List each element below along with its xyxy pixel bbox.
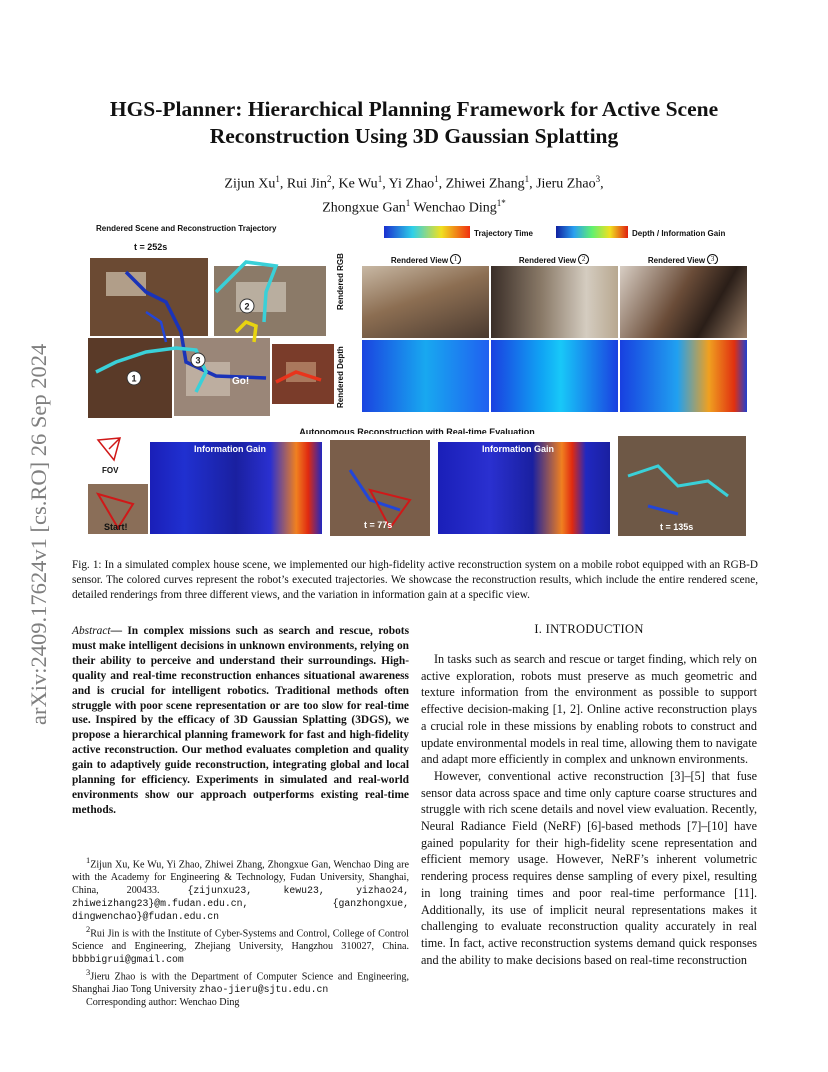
affiliation-mark: 1	[275, 174, 280, 184]
affiliation-mark: 1	[434, 174, 439, 184]
abstract-body: — In complex missions such as search and rescue, robots must make intelligent decisions in unknown environments, relying on their ability to perceive and understand their surroundings. High-quality and real-time reconstruction enhances situational awareness and is crucial for intelligent robotics. Traditional methods often struggle with poor scene representation or are too slow for real-time use. Inspired by the efficacy of 3D Gaussian Splatting (3DGS), we propose a hierarchical planning framework for fast and high-fidelity active reconstruction. Our method evaluates completion and quality gain to adaptively guide reconstruction, integrating global and local planning for efficiency. Experiments in simulated and real-world environments show our approach outperforms existing real-time methods.	[72, 625, 409, 816]
title-line-1: HGS-Planner: Hierarchical Planning Framework for Active Scene	[109, 97, 719, 121]
footnote-1: $^1$Zijun Xu, Ke Wu, Yi Zhao, Zhiwei Zhang, Zhongxue Gan, Wenchao Ding are with the Academy for Engineering & Technology, Fudan University, Shanghai, China, 200433. {zijunxu23, kewu23, yizhao24, zhiweizhang23}@m.fudan.edu.cn, {ganzhongxue, dingwenchao}@fudan.edu.cn	[72, 856, 409, 922]
view-3-header: Rendered View 3	[619, 250, 747, 264]
intro-paragraph-2: However, conventional active reconstruction [3]–[5] that fuse sensor data across space and time only capture coarse structures and struggle with rich scene details and novel view evaluation. Recently, Neural Radiance Field (NeRF) [6]-based methods [7]–[10] have gained popularity for their high-fidelity scene representation and efficient memory usage. However, NeRF’s inherent volumetric rendering process requires dense sampling of every pixel, resulting in long training times and poor real-time performance [11]. Additionally, its use of implicit neural representations makes it challenging to evaluate reconstruction quality accurately in real time. In fact, active reconstruction systems demand quick responses and the ability to make decisions based on real-time reconstruction	[421, 768, 757, 967]
title-line-2: Reconstruction Using 3D Gaussian Splatting	[209, 124, 619, 148]
author: Rui Jin	[286, 176, 327, 192]
authors-line-1: Zijun Xu$^1$, Rui Jin$^2$, Ke Wu$^1$, Yi Zhao$^1$, Zhiwei Zhang$^1$, Jieru Zhao$^3$,	[224, 174, 604, 192]
right-column	[421, 622, 757, 968]
view-2-header: Rendered View 2	[490, 250, 618, 264]
info-gain-label-1: Information Gain	[194, 444, 266, 454]
depth-view-3	[620, 340, 747, 412]
author: Ke Wu	[338, 176, 378, 192]
author: Yi Zhao	[388, 176, 435, 192]
footnotes	[72, 855, 409, 1010]
rgb-view-1	[362, 266, 489, 338]
affiliation-mark: 1*	[496, 197, 506, 208]
info-gain-label-2: Information Gain	[482, 444, 554, 454]
affiliation-mark: 2	[326, 174, 332, 184]
bottom-title-wrap	[82, 422, 752, 434]
scene-title: Rendered Scene and Reconstruction Trajectory	[96, 224, 277, 233]
left-column	[72, 624, 409, 818]
arxiv-stamp	[14, 295, 60, 735]
figure-1	[82, 222, 752, 542]
depth-view-2	[491, 340, 618, 412]
t135-label: t = 135s	[660, 522, 694, 532]
affiliation-mark: 1	[405, 197, 411, 208]
t77-label: t = 77s	[364, 520, 393, 530]
depth-gain-colorbar	[556, 226, 628, 238]
row-label-depth: Rendered Depth	[336, 346, 345, 408]
view-1-header: Rendered View 1	[362, 250, 490, 264]
t135-thumbnail	[618, 436, 746, 536]
fov-icon	[94, 434, 124, 464]
bottom-title: Autonomous Reconstruction with Real-time Evaluation	[299, 427, 535, 434]
arxiv-id: arXiv:2409.17624v1 [cs.RO] 26 Sep 2024	[26, 343, 51, 725]
footnote-corresponding: Corresponding author: Wenchao Ding	[86, 997, 240, 1009]
rgb-view-2	[491, 266, 618, 338]
author: Wenchao Ding	[413, 200, 497, 216]
room-block	[90, 258, 208, 336]
section-heading: I. INTRODUCTION	[534, 622, 644, 636]
view-3-number: 3	[707, 254, 718, 264]
depth-gain-label: Depth / Information Gain	[632, 229, 726, 238]
trajectory-time-label: Trajectory Time	[474, 229, 533, 238]
info-gain-1	[150, 442, 322, 534]
view-marker-3: 3	[195, 355, 201, 366]
intro-paragraph-1: In tasks such as search and rescue or target finding, which rely on active exploration, robots must preserve as much geometric and texture information from the environment as possible to support effective decision-making [1, 2]. Online active reconstruction plays a crucial role in these missions by enabling robots to construct and update environmental models in real time, allowing them to navigate and adapt more efficiently in complex and unknown environments.	[421, 652, 757, 767]
affiliation-mark: 1	[377, 174, 383, 184]
paper-title	[60, 96, 768, 150]
author: Zijun Xu	[224, 176, 276, 192]
row-label-rgb: Rendered RGB	[336, 253, 345, 310]
view-1-number: 1	[450, 254, 461, 264]
view-2-number: 2	[578, 254, 589, 264]
author-list	[60, 170, 768, 217]
author: Zhongxue Gan	[322, 200, 406, 216]
affiliation-mark: 3	[595, 174, 601, 184]
affiliation-mark: 1	[524, 174, 530, 184]
footnote-3: $^3$Jieru Zhao is with the Department of Computer Science and Engineering, Shanghai Jiao Tong University zhao-jieru@sjtu.edu.cn	[72, 967, 409, 996]
trajectory-time-colorbar	[384, 226, 470, 238]
authors-line-2	[60, 194, 768, 218]
fov-label: FOV	[102, 466, 119, 475]
time-label: t = 252s	[134, 242, 168, 252]
go-label: Go!	[232, 376, 250, 387]
scene-map	[86, 252, 338, 422]
view-marker-2: 2	[244, 301, 250, 312]
info-gain-2	[438, 442, 610, 534]
abstract	[72, 624, 409, 818]
abstract-label: Abstract	[72, 625, 111, 637]
rgb-view-3	[620, 266, 747, 338]
start-label: Start!	[104, 522, 128, 532]
author: Jieru Zhao	[536, 176, 596, 192]
depth-view-1	[362, 340, 489, 412]
figure-caption: Fig. 1: In a simulated complex house scene, we implemented our high-fidelity active reconstruction system on a mobile robot equipped with an RGB-D sensor. The colored curves represent the robot’s executed trajectories. We showcase the reconstruction results, which include the entire rendered scene, detailed renderings from three different views, and the variation in information gain at a specific view.	[72, 559, 758, 601]
footnote-2: $^2$Rui Jin is with the Institute of Cyber-Systems and Control, College of Control Science and Engineering, Zhejiang University, Hangzhou 310027, China. bbbbigrui@gmail.com	[72, 924, 409, 966]
author: Zhiwei Zhang	[445, 176, 525, 192]
view-marker-1: 1	[131, 373, 137, 384]
